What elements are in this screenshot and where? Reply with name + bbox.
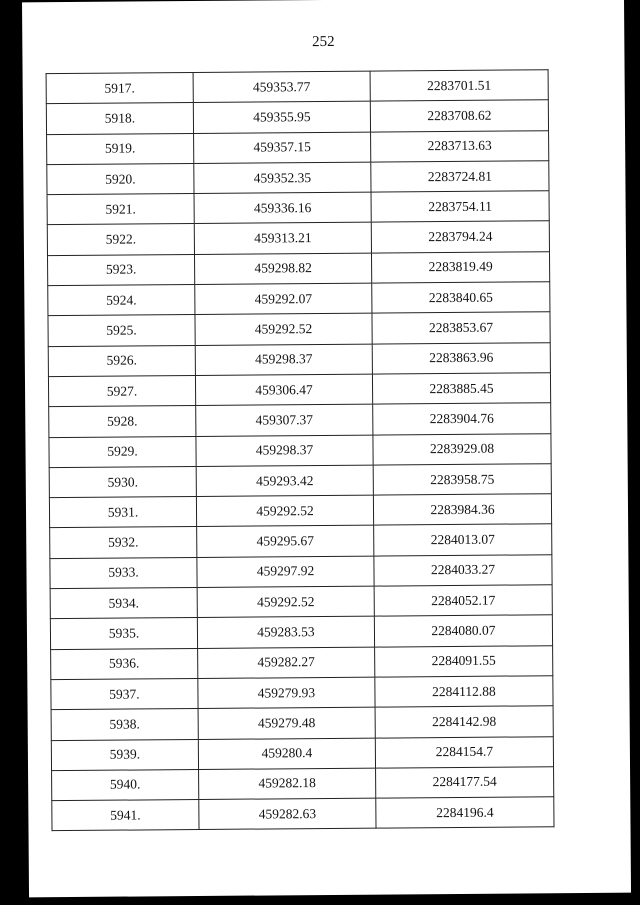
y-coordinate-cell: 2283853.67 bbox=[372, 312, 550, 344]
table-row bbox=[46, 100, 548, 134]
y-coordinate-cell: 2283929.08 bbox=[373, 433, 551, 465]
point-number-cell: 5917. bbox=[46, 73, 193, 104]
x-coordinate-cell: 459279.48 bbox=[198, 707, 375, 739]
point-number-cell: 5928. bbox=[49, 406, 196, 437]
x-coordinate-cell: 459292.07 bbox=[195, 283, 372, 315]
y-coordinate-cell: 2284033.27 bbox=[374, 554, 552, 586]
x-coordinate-cell: 459298.37 bbox=[196, 435, 373, 467]
x-coordinate-cell: 459282.27 bbox=[198, 647, 375, 679]
y-coordinate-cell: 2283819.49 bbox=[371, 252, 549, 284]
y-coordinate-cell: 2284052.17 bbox=[374, 585, 552, 617]
x-coordinate-cell: 459352.35 bbox=[194, 162, 371, 194]
table-row bbox=[47, 221, 549, 255]
table-row bbox=[51, 645, 553, 679]
x-coordinate-cell: 459307.37 bbox=[196, 404, 373, 436]
y-coordinate-cell: 2284091.55 bbox=[375, 645, 553, 677]
point-number-cell: 5934. bbox=[50, 588, 197, 619]
x-coordinate-cell: 459298.37 bbox=[195, 344, 372, 376]
point-number-cell: 5925. bbox=[48, 315, 195, 346]
table-row bbox=[50, 585, 552, 619]
x-coordinate-cell: 459279.93 bbox=[198, 677, 375, 709]
x-coordinate-cell: 459353.77 bbox=[193, 71, 370, 103]
x-coordinate-cell: 459295.67 bbox=[197, 526, 374, 558]
table-row bbox=[48, 282, 550, 316]
point-number-cell: 5939. bbox=[51, 739, 198, 770]
x-coordinate-cell: 459283.53 bbox=[197, 616, 374, 648]
table-row bbox=[46, 70, 548, 104]
table-row bbox=[48, 342, 550, 376]
point-number-cell: 5932. bbox=[50, 527, 197, 558]
point-number-cell: 5923. bbox=[47, 254, 194, 285]
x-coordinate-cell: 459282.18 bbox=[199, 768, 376, 800]
y-coordinate-cell: 2283713.63 bbox=[371, 130, 549, 162]
table-row bbox=[49, 403, 551, 437]
y-coordinate-cell: 2283754.11 bbox=[371, 191, 549, 223]
point-number-cell: 5922. bbox=[47, 224, 194, 255]
point-number-cell: 5931. bbox=[49, 497, 196, 528]
x-coordinate-cell: 459292.52 bbox=[195, 314, 372, 346]
x-coordinate-cell: 459355.95 bbox=[193, 101, 370, 133]
y-coordinate-cell: 2284013.07 bbox=[374, 524, 552, 556]
table-row bbox=[51, 706, 553, 740]
y-coordinate-cell: 2283958.75 bbox=[373, 464, 551, 496]
y-coordinate-cell: 2283794.24 bbox=[371, 221, 549, 253]
table-row bbox=[49, 433, 551, 467]
y-coordinate-cell: 2283863.96 bbox=[372, 342, 550, 374]
table-row bbox=[52, 797, 554, 831]
x-coordinate-cell: 459280.4 bbox=[198, 738, 375, 770]
table-row bbox=[47, 130, 549, 164]
y-coordinate-cell: 2283840.65 bbox=[372, 282, 550, 314]
point-number-cell: 5941. bbox=[52, 800, 199, 831]
x-coordinate-cell: 459298.82 bbox=[194, 253, 371, 285]
point-number-cell: 5935. bbox=[50, 618, 197, 649]
page-number: 252 bbox=[312, 33, 335, 51]
table-row bbox=[50, 524, 552, 558]
table-row bbox=[52, 767, 554, 801]
y-coordinate-cell: 2283724.81 bbox=[371, 161, 549, 193]
x-coordinate-cell: 459297.92 bbox=[197, 556, 374, 588]
x-coordinate-cell: 459282.63 bbox=[199, 798, 376, 830]
y-coordinate-cell: 2284142.98 bbox=[375, 706, 553, 738]
table-row bbox=[49, 464, 551, 498]
x-coordinate-cell: 459292.52 bbox=[197, 586, 374, 618]
x-coordinate-cell: 459292.52 bbox=[196, 495, 373, 527]
y-coordinate-cell: 2284112.88 bbox=[375, 676, 553, 708]
point-number-cell: 5918. bbox=[46, 103, 193, 134]
point-number-cell: 5929. bbox=[49, 436, 196, 467]
table-row bbox=[48, 312, 550, 346]
table-row bbox=[48, 373, 550, 407]
point-number-cell: 5921. bbox=[47, 194, 194, 225]
table-row bbox=[50, 554, 552, 588]
table-row bbox=[50, 615, 552, 649]
y-coordinate-cell: 2284177.54 bbox=[376, 767, 554, 799]
point-number-cell: 5930. bbox=[49, 466, 196, 497]
x-coordinate-cell: 459313.21 bbox=[194, 223, 371, 255]
point-number-cell: 5936. bbox=[51, 648, 198, 679]
table-row bbox=[51, 736, 553, 770]
point-number-cell: 5940. bbox=[52, 769, 199, 800]
y-coordinate-cell: 2283984.36 bbox=[373, 494, 551, 526]
x-coordinate-cell: 459293.42 bbox=[196, 465, 373, 497]
y-coordinate-cell: 2283701.51 bbox=[370, 70, 548, 102]
coordinates-table-body bbox=[46, 70, 554, 831]
y-coordinate-cell: 2283708.62 bbox=[370, 100, 548, 132]
point-number-cell: 5920. bbox=[47, 163, 194, 194]
y-coordinate-cell: 2284196.4 bbox=[376, 797, 554, 829]
point-number-cell: 5926. bbox=[48, 345, 195, 376]
y-coordinate-cell: 2283885.45 bbox=[372, 373, 550, 405]
table-row bbox=[47, 252, 549, 286]
coordinates-table bbox=[46, 69, 555, 831]
y-coordinate-cell: 2284154.7 bbox=[375, 736, 553, 768]
y-coordinate-cell: 2283904.76 bbox=[373, 403, 551, 435]
point-number-cell: 5933. bbox=[50, 557, 197, 588]
document-page bbox=[22, 0, 631, 897]
table-row bbox=[49, 494, 551, 528]
x-coordinate-cell: 459336.16 bbox=[194, 192, 371, 224]
table-row bbox=[51, 676, 553, 710]
point-number-cell: 5927. bbox=[48, 375, 195, 406]
point-number-cell: 5938. bbox=[51, 709, 198, 740]
table-row bbox=[47, 191, 549, 225]
x-coordinate-cell: 459306.47 bbox=[195, 374, 372, 406]
point-number-cell: 5937. bbox=[51, 678, 198, 709]
x-coordinate-cell: 459357.15 bbox=[194, 132, 371, 164]
point-number-cell: 5924. bbox=[48, 285, 195, 316]
point-number-cell: 5919. bbox=[47, 133, 194, 164]
y-coordinate-cell: 2284080.07 bbox=[374, 615, 552, 647]
table-row bbox=[47, 161, 549, 195]
